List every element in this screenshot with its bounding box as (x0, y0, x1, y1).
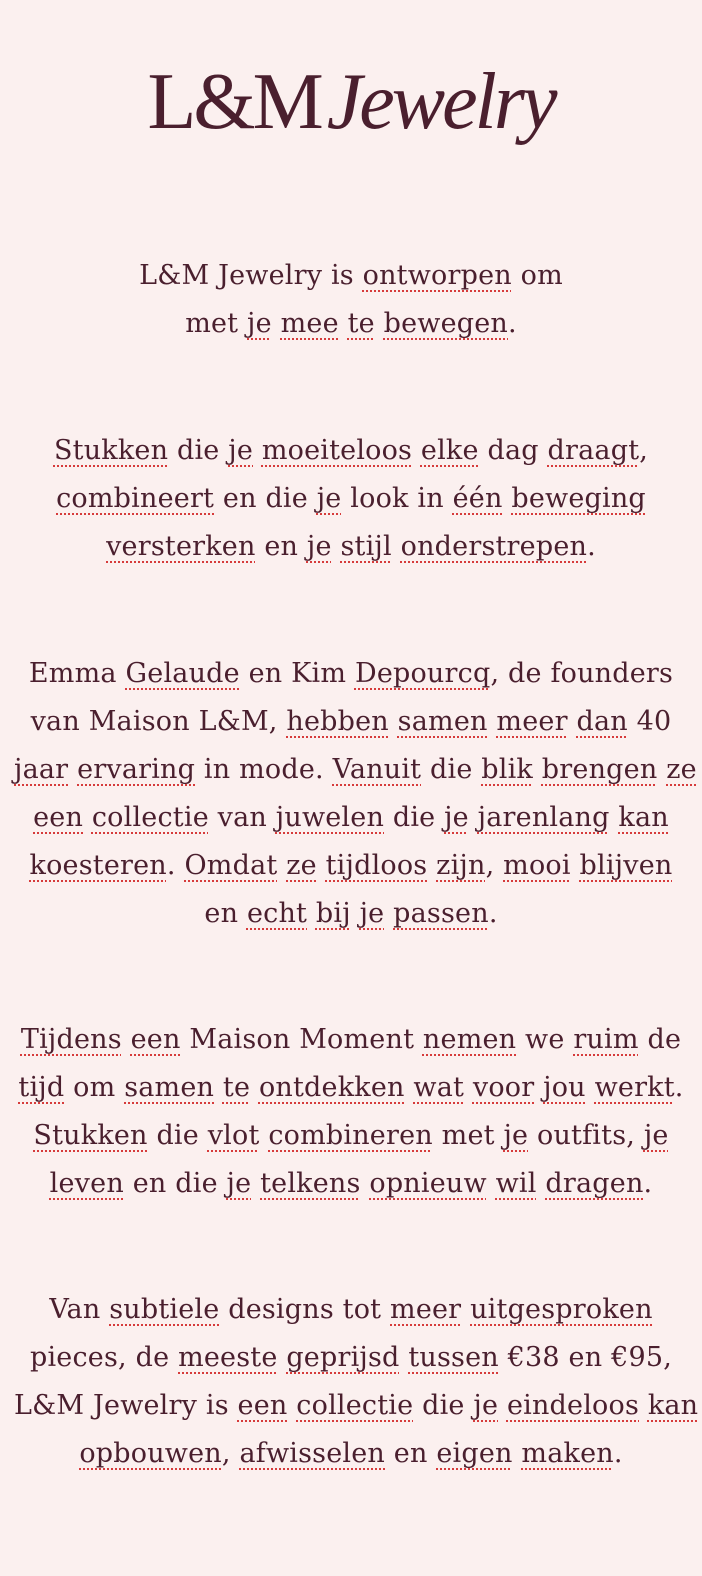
text-segment (288, 1390, 297, 1421)
text-segment: de (638, 1024, 682, 1055)
logo-brand-text: L&M (147, 58, 321, 146)
spellcheck-flagged-word[interactable]: combineren (268, 1120, 433, 1151)
spellcheck-flagged-word[interactable]: je (316, 483, 342, 514)
spellcheck-flagged-word[interactable]: draagt (547, 435, 640, 466)
spellcheck-flagged-word[interactable]: voor (472, 1072, 535, 1103)
paragraph-line (14, 1064, 688, 1112)
spellcheck-flagged-word[interactable]: combineert (56, 483, 215, 514)
text-segment (461, 1294, 470, 1325)
spellcheck-flagged-word[interactable]: ontdekken (258, 1072, 405, 1103)
text-segment: . (166, 850, 185, 881)
text-segment (251, 1168, 260, 1199)
spellcheck-flagged-word[interactable]: moeiteloos (261, 435, 413, 466)
spellcheck-flagged-word[interactable]: je (306, 531, 332, 562)
paragraph-intro[interactable] (14, 252, 688, 348)
text-segment (277, 850, 286, 881)
text-segment (384, 898, 393, 929)
text-segment: en (255, 531, 307, 562)
paragraph-line (14, 1382, 699, 1430)
spellcheck-flagged-word[interactable]: jaar (14, 754, 69, 785)
text-segment: van Maison L&M, (30, 706, 287, 737)
text-segment: L&M Jewelry is (14, 1390, 238, 1421)
text-segment: dag (478, 435, 548, 466)
text-segment (464, 1072, 473, 1103)
text-segment: we (516, 1024, 574, 1055)
spellcheck-flagged-word[interactable]: te (222, 1072, 251, 1103)
text-segment (260, 1120, 269, 1151)
logo-word-text: Jewelry (326, 58, 555, 146)
spellcheck-flagged-word[interactable]: wat (413, 1072, 465, 1103)
brand-logo[interactable] (0, 54, 702, 150)
spellcheck-flagged-word[interactable]: werkt (594, 1072, 675, 1103)
spellcheck-flagged-word[interactable]: dan (576, 706, 628, 737)
text-segment: in mode. (195, 754, 333, 785)
text-segment (351, 898, 360, 929)
text-segment (469, 802, 478, 833)
text-segment: om (511, 260, 563, 291)
text-segment (272, 308, 281, 339)
text-segment: , (221, 1438, 240, 1469)
spellcheck-flagged-word[interactable]: brengen (541, 754, 658, 785)
text-segment: en (385, 1438, 437, 1469)
spellcheck-flagged-word[interactable]: mooi (503, 850, 571, 881)
text-segment (498, 1390, 507, 1421)
spellcheck-flagged-word[interactable]: Depourcq (354, 658, 491, 689)
text-segment (427, 850, 436, 881)
spellcheck-flagged-word[interactable]: mee (280, 308, 339, 339)
text-segment: , (639, 435, 649, 466)
paragraph-line (14, 842, 688, 890)
text-segment: . (643, 1168, 653, 1199)
text-segment: . (508, 308, 517, 339)
text-segment: Emma (28, 658, 126, 689)
text-segment: die (168, 435, 229, 466)
spellcheck-flagged-word[interactable]: jarenlang (477, 802, 610, 833)
paragraph-line (14, 746, 697, 794)
paragraph-line (14, 890, 688, 938)
text-segment (250, 1072, 259, 1103)
spellcheck-flagged-word[interactable]: Stukken (33, 1120, 148, 1151)
text-segment: L&M Jewelry is (139, 260, 363, 291)
paragraph-line (14, 523, 688, 571)
text-segment: €38 en €95, (498, 1342, 673, 1373)
paragraph-pieces[interactable] (14, 427, 688, 571)
spellcheck-flagged-word[interactable]: bewegen (383, 308, 508, 339)
spellcheck-flagged-word[interactable]: versterken (106, 531, 256, 562)
text-segment: , (485, 850, 504, 881)
text-segment (253, 435, 262, 466)
text-segment: . (613, 1438, 623, 1469)
text-segment: . (674, 1072, 684, 1103)
spellcheck-flagged-word[interactable]: blik (481, 754, 533, 785)
spellcheck-flagged-word[interactable]: tijdloos (325, 850, 428, 881)
spellcheck-flagged-word[interactable]: bij (315, 898, 351, 929)
paragraph-line (14, 475, 688, 523)
spellcheck-flagged-word[interactable]: opbouwen (79, 1438, 222, 1469)
text-segment: die (413, 1390, 474, 1421)
text-segment (400, 1342, 409, 1373)
text-segment: die (384, 802, 445, 833)
spellcheck-flagged-word[interactable]: meeste (178, 1342, 278, 1373)
paragraph-pricing[interactable] (14, 1286, 699, 1478)
text-segment (214, 1072, 223, 1103)
spellcheck-flagged-word[interactable]: hebben (286, 706, 389, 737)
spellcheck-flagged-word[interactable]: collectie (296, 1390, 414, 1421)
text-segment: met (432, 1120, 504, 1151)
paragraph-line (14, 1286, 688, 1334)
spellcheck-flagged-word[interactable]: je (643, 1120, 669, 1151)
paragraph-line (14, 650, 688, 698)
spellcheck-flagged-word[interactable]: samen (124, 1072, 215, 1103)
spellcheck-flagged-word[interactable]: echt (246, 898, 308, 929)
spellcheck-flagged-word[interactable]: je (247, 308, 272, 339)
spellcheck-flagged-word[interactable]: één (452, 483, 503, 514)
spellcheck-flagged-word[interactable]: juwelen (275, 802, 385, 833)
text-segment (586, 1072, 595, 1103)
text-segment (639, 1390, 648, 1421)
spellcheck-flagged-word[interactable]: ervaring (77, 754, 196, 785)
paragraph-line (14, 427, 688, 475)
spellcheck-flagged-word[interactable]: tussen (408, 1342, 499, 1373)
text-segment (571, 850, 580, 881)
spellcheck-flagged-word[interactable]: afwisselen (239, 1438, 385, 1469)
paragraph-line (14, 698, 688, 746)
spellcheck-flagged-word[interactable]: uitgesproken (470, 1294, 653, 1325)
spellcheck-flagged-word[interactable]: kan (618, 802, 669, 833)
spellcheck-flagged-word[interactable]: geprijsd (286, 1342, 400, 1373)
text-segment (278, 1342, 287, 1373)
spellcheck-flagged-word[interactable]: een (33, 802, 84, 833)
spellcheck-flagged-word[interactable]: ontworpen (362, 260, 512, 291)
spellcheck-flagged-word[interactable]: Gelaude (125, 658, 240, 689)
text-segment: om (64, 1072, 125, 1103)
spellcheck-flagged-word[interactable]: koesteren (29, 850, 167, 881)
spellcheck-flagged-word[interactable]: zijn (436, 850, 486, 881)
text-segment: designs tot (219, 1294, 391, 1325)
spellcheck-flagged-word[interactable]: Omdat (184, 850, 278, 881)
text-segment: die (147, 1120, 208, 1151)
spellcheck-flagged-word[interactable]: beweging (511, 483, 646, 514)
spellcheck-flagged-word[interactable]: je (226, 1168, 252, 1199)
paragraph-line (14, 1160, 688, 1208)
spellcheck-flagged-word[interactable]: stijl (340, 531, 392, 562)
spellcheck-flagged-word[interactable]: meer (496, 706, 568, 737)
text-segment: en die (214, 483, 317, 514)
paragraph-line (14, 1112, 688, 1160)
text-segment (339, 308, 348, 339)
spellcheck-flagged-word[interactable]: dragen (545, 1168, 644, 1199)
spellcheck-flagged-word[interactable]: onderstrepen (400, 531, 588, 562)
text-segment (83, 802, 92, 833)
text-segment (534, 1072, 543, 1103)
spellcheck-flagged-word[interactable]: samen (397, 706, 488, 737)
spellcheck-flagged-word[interactable]: meer (390, 1294, 462, 1325)
text-segment (533, 754, 542, 785)
text-segment: en Kim (239, 658, 355, 689)
spellcheck-flagged-word[interactable]: wil (495, 1168, 537, 1199)
spellcheck-flagged-word[interactable]: je (444, 802, 469, 833)
spellcheck-flagged-word[interactable]: je (228, 435, 254, 466)
paragraph-maison-moment[interactable] (14, 1016, 688, 1208)
text-segment: pieces, de (29, 1342, 179, 1373)
text-segment: . (587, 531, 596, 562)
text-segment (487, 1168, 496, 1199)
text-segment (122, 1024, 131, 1055)
text-segment: . (488, 898, 498, 929)
paragraph-line (14, 300, 688, 348)
spellcheck-flagged-word[interactable]: eigen (436, 1438, 513, 1469)
spellcheck-flagged-word[interactable]: Tijdens (20, 1024, 122, 1055)
text-segment: die (421, 754, 482, 785)
paragraph-line (14, 1430, 688, 1478)
paragraph-line (14, 252, 688, 300)
text-segment: en (204, 898, 247, 929)
spellcheck-flagged-word[interactable]: maken (521, 1438, 614, 1469)
paragraph-line (14, 794, 688, 842)
spellcheck-flagged-word[interactable]: subtiele (109, 1294, 220, 1325)
spellcheck-flagged-word[interactable]: ze (286, 850, 317, 881)
spellcheck-flagged-word[interactable]: je (359, 898, 385, 929)
text-segment (375, 308, 384, 339)
spellcheck-flagged-word[interactable]: je (473, 1390, 499, 1421)
spellcheck-flagged-word[interactable]: een (237, 1390, 288, 1421)
spellcheck-flagged-word[interactable]: jou (543, 1072, 586, 1103)
paragraph-line (14, 1334, 688, 1382)
spellcheck-flagged-word[interactable]: telkens (260, 1168, 361, 1199)
spellcheck-flagged-word[interactable]: blijven (579, 850, 673, 881)
spellcheck-flagged-word[interactable]: eindeloos (506, 1390, 640, 1421)
spellcheck-flagged-word[interactable]: vlot (207, 1120, 260, 1151)
text-segment (68, 754, 77, 785)
text-segment (389, 706, 398, 737)
text-segment: 40 (627, 706, 672, 737)
spellcheck-flagged-word[interactable]: Vanuit (332, 754, 422, 785)
spellcheck-flagged-word[interactable]: leven (49, 1168, 124, 1199)
spellcheck-flagged-word[interactable]: opnieuw (369, 1168, 487, 1199)
text-segment (307, 898, 316, 929)
spellcheck-flagged-word[interactable]: collectie (91, 802, 209, 833)
text-segment: van (208, 802, 276, 833)
spellcheck-flagged-word[interactable]: ruim (573, 1024, 639, 1055)
text-segment: look in (341, 483, 453, 514)
text-segment: Maison Moment (180, 1024, 423, 1055)
spellcheck-flagged-word[interactable]: je (503, 1120, 529, 1151)
paragraph-line (14, 1016, 688, 1064)
text-segment (657, 754, 666, 785)
text-segment: met (185, 308, 248, 339)
text-segment (317, 850, 326, 881)
text-segment: en die (123, 1168, 227, 1199)
spellcheck-flagged-word[interactable]: een (130, 1024, 181, 1055)
paragraph-founders[interactable] (14, 650, 697, 938)
text-segment: Van (49, 1294, 110, 1325)
spellcheck-flagged-word[interactable]: ze (666, 754, 697, 785)
spellcheck-flagged-word[interactable]: Stukken (53, 435, 169, 466)
spellcheck-flagged-word[interactable]: nemen (422, 1024, 517, 1055)
spellcheck-flagged-word[interactable]: elke (420, 435, 479, 466)
spellcheck-flagged-word[interactable]: tijd (18, 1072, 65, 1103)
text-segment: , de founders (490, 658, 674, 689)
text-segment: outfits, (528, 1120, 644, 1151)
spellcheck-flagged-word[interactable]: kan (647, 1390, 699, 1421)
spellcheck-flagged-word[interactable]: passen (393, 898, 489, 929)
text-segment (412, 435, 421, 466)
spellcheck-flagged-word[interactable]: te (347, 308, 375, 339)
text-segment (392, 531, 401, 562)
